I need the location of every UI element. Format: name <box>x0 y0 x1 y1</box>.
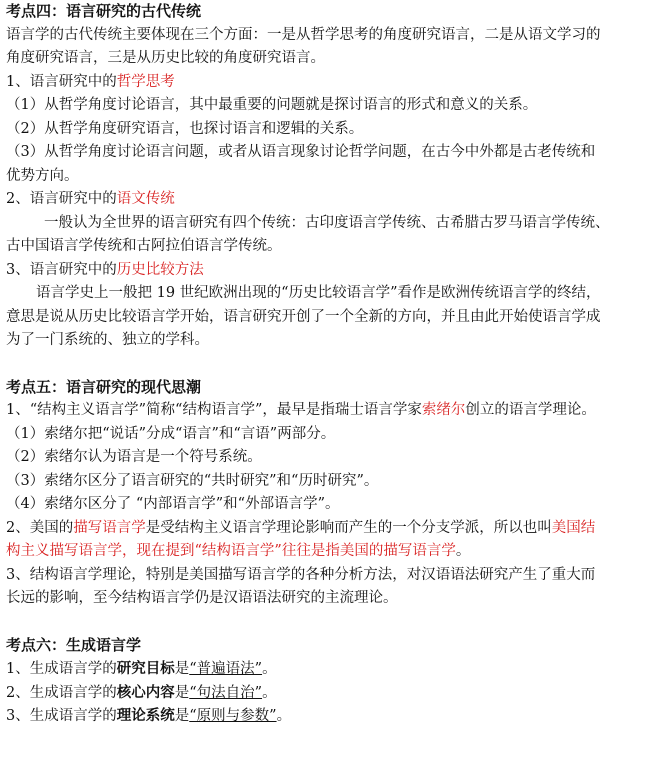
section-4-intro-line-2: 角度研究语言，三是从历史比较的角度研究语言。 <box>6 50 325 66</box>
point-keyword: 索绪尔 <box>421 402 466 418</box>
point-prefix: 2、语言研究中的 <box>6 191 117 207</box>
point-keyword: 哲学思考 <box>116 73 175 90</box>
point-text-mid: 是受结构主义语言学理论影响而产生的一个分支学派，所以也叫 <box>145 519 552 536</box>
section-4-point-3-body-2: 意思是说从历史比较语言学开始，语言研究开创了一个全新的方向，并且由此开始使语言学成 <box>6 308 601 325</box>
section-5-item-3: （3）索绪尔区分了语言研究的“共时研究”和“历时研究”。 <box>6 472 379 489</box>
point-text: 2、美国的 <box>6 519 74 536</box>
section-4-point-2 <box>6 188 666 212</box>
point-keyword: 历史比较方法 <box>116 261 204 278</box>
point-keyword: 语文传统 <box>116 191 175 207</box>
item-end: 。 <box>276 708 292 724</box>
item-end: 。 <box>262 661 277 677</box>
section-4-point-1-item-2: （2）从哲学角度研究语言，也探讨语言和逻辑的关系。 <box>6 120 364 137</box>
item-underlined: “原则与参数” <box>189 708 277 724</box>
section-6-title: 考点六：生成语言学 <box>6 635 142 654</box>
section-4-title: 考点四：语言研究的古代传统 <box>6 2 202 20</box>
item-underlined: “普遍语法” <box>189 661 263 677</box>
item-end: 。 <box>262 684 277 701</box>
point-prefix: 1、语言研究中的 <box>6 73 117 90</box>
section-4-point-1-item-3-cont: 优势方向。 <box>6 167 79 184</box>
point-text-end: 。 <box>455 543 471 559</box>
item-prefix: 3、生成语言学的 <box>6 708 117 724</box>
section-5-title: 考点五：语言研究的现代思潮 <box>6 377 202 396</box>
section-5-point-3-line-2: 长远的影响，至今结构语言学仍是汉语语法研究的主流理论。 <box>6 590 398 606</box>
item-mid: 是 <box>174 708 190 724</box>
item-mid: 是 <box>174 661 190 677</box>
section-5-item-2: （2）索绪尔认为语言是一个符号系统。 <box>6 449 262 465</box>
point-prefix: 3、语言研究中的 <box>6 261 117 278</box>
item-bold: 理论系统 <box>116 707 175 724</box>
point-text-end: 创立的语言学理论。 <box>465 402 596 418</box>
item-underlined: “句法自治” <box>189 684 263 701</box>
item-bold: 核心内容 <box>116 683 175 701</box>
section-5-point-2-line-1 <box>6 517 666 541</box>
item-mid: 是 <box>174 684 190 701</box>
section-4-point-1 <box>6 71 666 95</box>
item-bold: 研究目标 <box>116 660 175 677</box>
point-keyword: 描写语言学 <box>73 519 146 536</box>
section-4-point-1-item-1: （1）从哲学角度讨论语言，其中最重要的问题就是探讨语言的形式和意义的关系。 <box>6 97 538 113</box>
section-4-point-3-body-1: 语言学史上一般把 19 世纪欧洲出现的“历史比较语言学”看作是欧洲传统语言学的终结， <box>36 285 601 301</box>
section-5-item-4: （4）索绪尔区分了 “内部语言学”和“外部语言学”。 <box>6 496 340 512</box>
section-4-intro-line-1: 语言学的古代传统主要体现在三个方面：一是从哲学思考的角度研究语言，二是从语文学习的 <box>6 26 601 43</box>
spacer <box>6 611 666 634</box>
section-5-item-1: （1）索绪尔把“说话”分成“语言”和“言语”两部分。 <box>6 425 336 442</box>
point-keyword-3: 构主义描写语言学，现在提到“结构语言学”往往是指美国的描写语言学 <box>6 543 456 559</box>
section-5-point-2-line-2 <box>6 540 666 564</box>
section-4-point-2-body-1: 一般认为全世界的语言研究有四个传统：古印度语言学传统、古希腊古罗马语言学传统、 <box>44 214 610 231</box>
section-4-point-2-body-2: 古中国语言学传统和古阿拉伯语言学传统。 <box>6 238 282 254</box>
section-4-point-3-body-3: 为了一门系统的、独立的学科。 <box>6 332 209 348</box>
point-text: 1、“结构主义语言学”简称“结构语言学”，最早是指瑞士语言学家 <box>6 402 422 418</box>
item-prefix: 1、生成语言学的 <box>6 661 117 677</box>
section-4-point-1-item-3: （3）从哲学角度讨论语言问题，或者从语言现象讨论哲学问题，在古今中外都是古老传统和 <box>6 144 596 160</box>
section-6-item-2 <box>6 681 666 705</box>
spacer <box>6 353 666 376</box>
section-5-point-3-line-1: 3、结构语言学理论，特别是美国描写语言学的各种分析方法，对汉语语法研究产生了重大而 <box>6 566 596 583</box>
section-4-point-3 <box>6 259 666 283</box>
section-5-point-1 <box>6 399 666 423</box>
section-6-item-3 <box>6 704 666 728</box>
point-keyword-2: 美国结 <box>551 519 596 536</box>
item-prefix: 2、生成语言学的 <box>6 684 117 701</box>
section-6-item-1 <box>6 657 666 681</box>
